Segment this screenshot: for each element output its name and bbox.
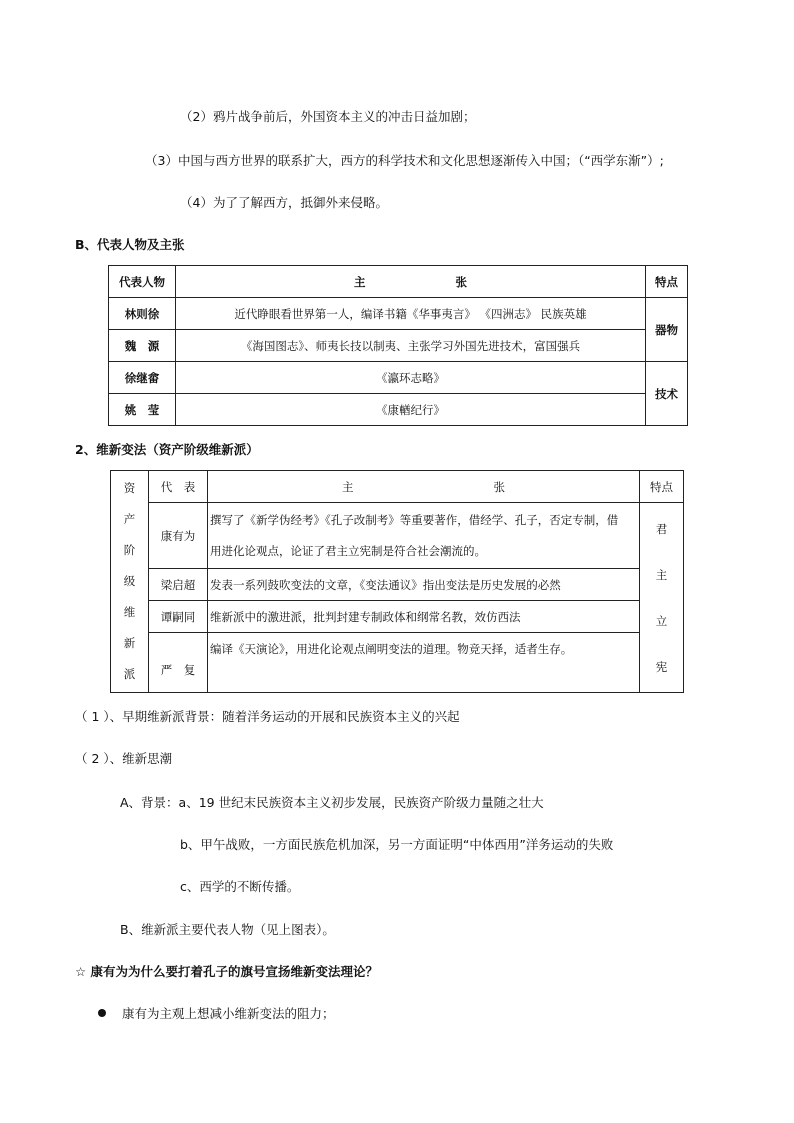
group-char: 派 bbox=[123, 667, 136, 681]
note-bb: B、维新派主要代表人物（见上图表）。 bbox=[120, 922, 335, 937]
reform-table bbox=[110, 470, 684, 693]
header-claim-b: 张 bbox=[493, 479, 505, 494]
group-char: 维 bbox=[123, 605, 136, 619]
intro-item-3: （3）中国与西方世界的联系扩大，西方的科学技术和文化思想逐渐传入中国；（“西学东渐”）; bbox=[145, 153, 664, 168]
table-row-claim: 《瀛环志略》 bbox=[176, 362, 646, 394]
table-row-rep: 谭嗣同 bbox=[149, 601, 208, 633]
header-rep: 代 表 bbox=[149, 471, 208, 503]
feature-char: 立 bbox=[655, 613, 668, 628]
note-b: b、甲午战败，一方面民族危机加深，另一方面证明“中体西用”洋务运动的失败 bbox=[180, 837, 614, 852]
header-feature: 特点 bbox=[640, 471, 684, 503]
table-row-person: 徐继畲 bbox=[109, 362, 176, 394]
group-char: 新 bbox=[123, 636, 136, 650]
table-row-claim: 近代睁眼看世界第一人，编译书籍《华事夷言》 《四洲志》 民族英雄 bbox=[176, 298, 646, 330]
table-row-claim bbox=[208, 503, 640, 569]
table-row-person: 姚 莹 bbox=[109, 394, 176, 426]
group-char: 级 bbox=[123, 574, 136, 588]
table-row-person: 魏 源 bbox=[109, 330, 176, 362]
question: ☆ 康有为为什么要打着孔子的旗号宣扬维新变法理论？ bbox=[75, 964, 379, 979]
feature-cell bbox=[640, 503, 684, 693]
feature-char: 宪 bbox=[655, 659, 668, 674]
feature-char: 君 bbox=[655, 521, 668, 536]
table-row-rep: 梁启超 bbox=[149, 569, 208, 601]
intro-item-2: （2）鸦片战争前后，外国资本主义的冲击日益加剧； bbox=[180, 109, 476, 124]
intro-item-4: （4）为了了解西方，抵御外来侵略。 bbox=[180, 195, 388, 210]
note-a: A、背景：a、19 世纪末民族资本主义初步发展，民族资产阶级力量随之壮大 bbox=[120, 795, 544, 810]
feature-char: 主 bbox=[655, 567, 668, 582]
note-2: （ 2 ）、维新思潮 bbox=[75, 751, 173, 766]
header-claim-b: 张 bbox=[455, 274, 467, 289]
feature-cell-b: 技术 bbox=[646, 362, 688, 426]
table-row-rep: 康有为 bbox=[149, 503, 208, 569]
group-char: 阶 bbox=[123, 543, 136, 557]
header-feature: 特点 bbox=[646, 266, 688, 298]
group-label bbox=[111, 471, 149, 693]
header-claim-a: 主 bbox=[354, 274, 366, 289]
claim-line: 用进化论观点，论证了君主立宪制是符合社会潮流的。 bbox=[210, 543, 486, 558]
section-b-heading: B、代表人物及主张 bbox=[75, 237, 185, 252]
note-1: （ 1 ）、早期维新派背景：随着洋务运动的开展和民族资本主义的兴起 bbox=[75, 709, 460, 724]
header-claim-a: 主 bbox=[342, 479, 354, 494]
claim-line: 撰写了《新学伪经考》《孔子改制考》等重要著作，借经学、孔子，否定专制，借 bbox=[210, 512, 619, 527]
bullet-icon bbox=[98, 1009, 106, 1017]
feature-cell-a: 器物 bbox=[646, 298, 688, 362]
table-row-person: 林则徐 bbox=[109, 298, 176, 330]
representatives-table bbox=[108, 265, 688, 426]
table-row-claim: 编译《天演论》，用进化论观点阐明变法的道理。物竞天择，适者生存。 bbox=[208, 633, 640, 693]
table-row-claim: 维新派中的激进派，批判封建专制政体和纲常名教，效仿西法 bbox=[208, 601, 640, 633]
table-row-claim: 《海国图志》、师夷长技以制夷、主张学习外国先进技术，富国强兵 bbox=[176, 330, 646, 362]
header-person: 代表人物 bbox=[109, 266, 176, 298]
bullet-item: 康有为主观上想减小维新变法的阻力； bbox=[122, 1006, 335, 1021]
header-claim bbox=[208, 471, 640, 503]
table-row-claim: 《康輶纪行》 bbox=[176, 394, 646, 426]
group-char: 资 bbox=[123, 481, 136, 495]
header-claim bbox=[176, 266, 646, 298]
note-c: c、西学的不断传播。 bbox=[180, 879, 300, 894]
table-row-claim: 发表一系列鼓吹变法的文章，《变法通议》指出变法是历史发展的必然 bbox=[208, 569, 640, 601]
section-2-heading: 2、维新变法（资产阶级维新派） bbox=[75, 442, 259, 457]
group-char: 产 bbox=[123, 512, 136, 526]
table-row-rep: 严 复 bbox=[149, 633, 208, 693]
